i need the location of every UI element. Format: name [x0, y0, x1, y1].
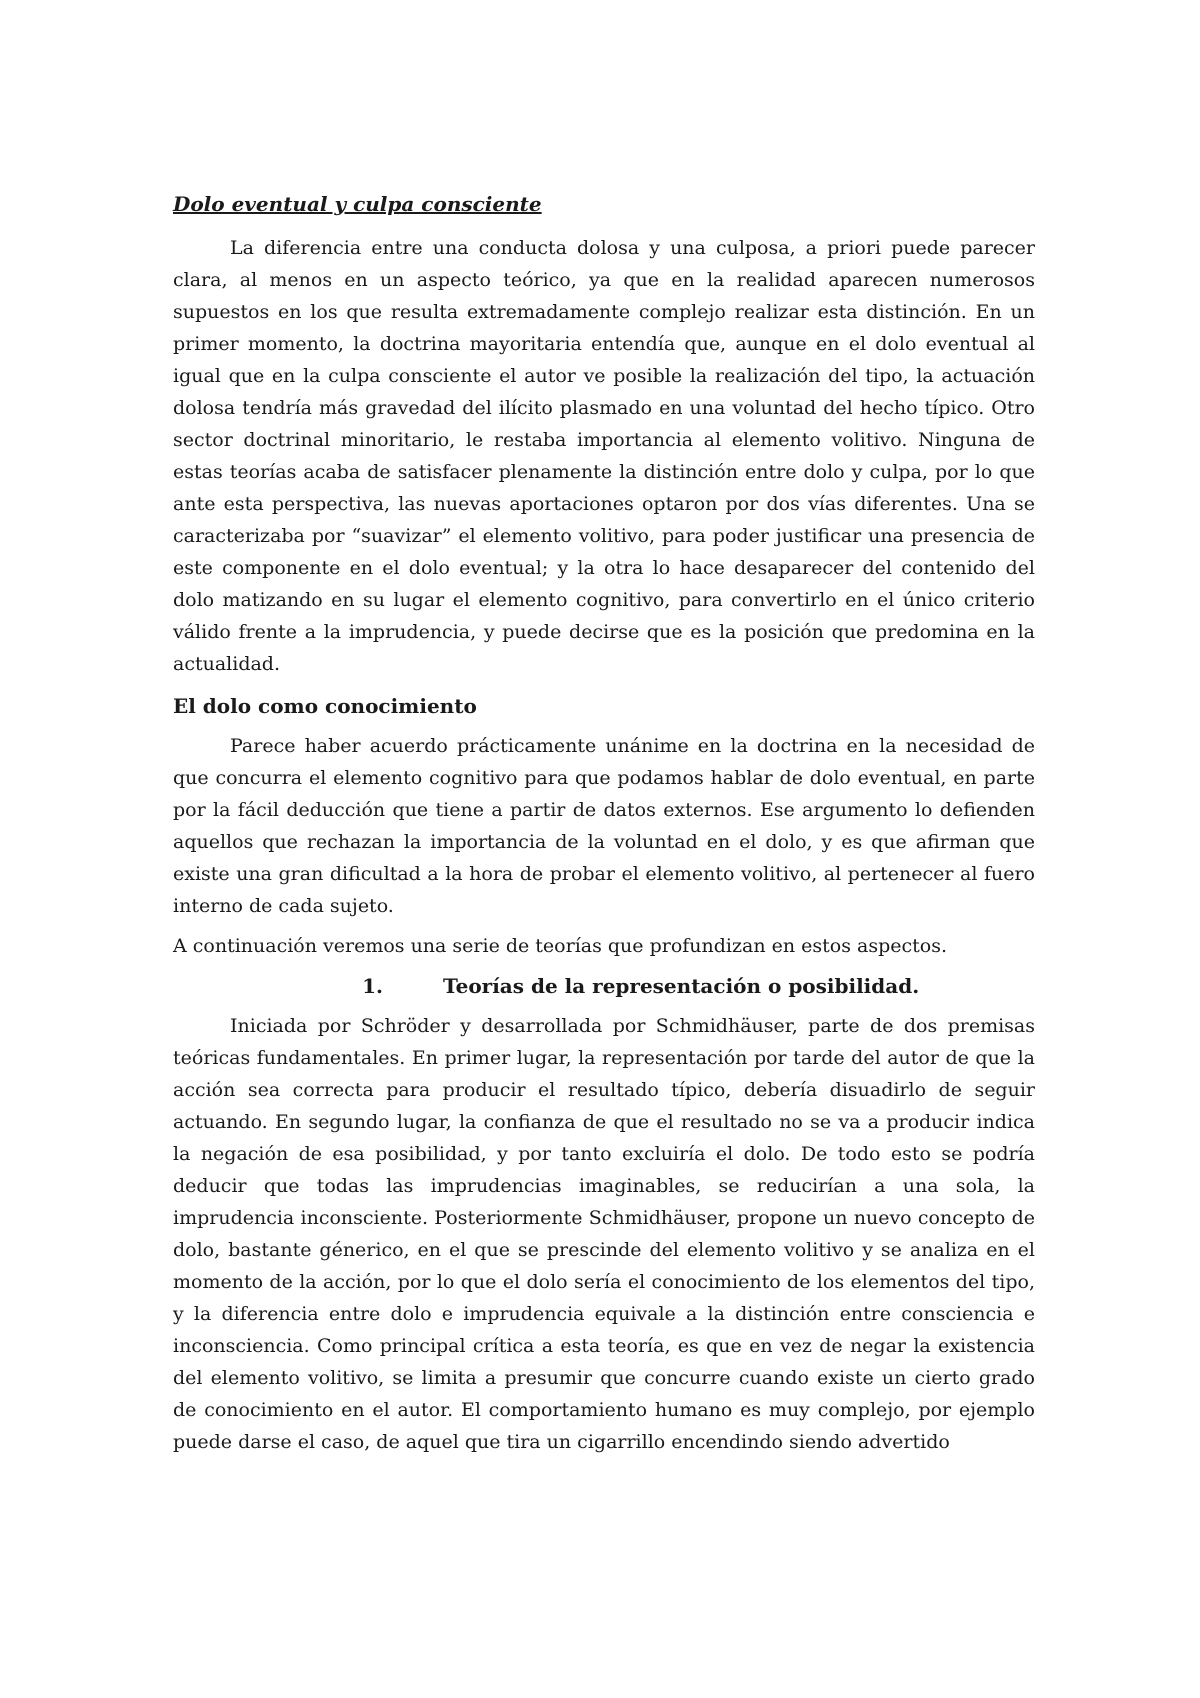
section-title: Teorías de la representación o posibilidad.	[443, 974, 920, 998]
paragraph: Iniciada por Schröder y desarrollada por Schmidhäuser, parte de dos premisas teóricas fundamentales. En primer lugar, la representación por tarde del autor de que la acción sea correcta para producir el resultado típico, debería disuadirlo de seguir actuando. En segundo lugar, la confianza de que el resultado no se va a producir indica la negación de esa posibilidad, y por tanto excluiría el dolo. De todo esto se podría deducir que todas las imprudencias imaginables, se reducirían a una sola, la imprudencia inconsciente. Posteriormente Schmidhäuser, propone un nuevo concepto de dolo, bastante génerico, en el que se prescinde del elemento volitivo y se analiza en el momento de la acción, por lo que el dolo sería el conocimiento de los elementos del tipo, y la diferencia entre dolo e imprudencia equivale a la distinción entre consciencia e inconsciencia. Como principal crítica a esta teoría, es que en vez de negar la existencia del elemento volitivo, se limita a presumir que concurre cuando existe un cierto grado de conocimiento en el autor. El comportamiento humano es muy complejo, por ejemplo puede darse el caso, de aquel que tira un cigarrillo encendindo siendo advertido	[173, 1015, 1035, 1453]
section-heading: El dolo como conocimiento	[173, 694, 477, 718]
section-number: 1.	[362, 974, 383, 998]
numbered-heading	[173, 972, 1035, 1000]
paragraph: A continuación veremos una serie de teorías que profundizan en estos aspectos.	[173, 935, 947, 957]
document-page	[173, 190, 1035, 1466]
document-title: Dolo eventual y culpa consciente	[173, 192, 542, 216]
paragraph: Parece haber acuerdo prácticamente unánime en la doctrina en la necesidad de que concurra el elemento cognitivo para que podamos hablar de dolo eventual, en parte por la fácil deducción que tiene a partir de datos externos. Ese argumento lo defienden aquellos que rechazan la importancia de la voluntad en el dolo, y es que afirman que existe una gran dificultad a la hora de probar el elemento volitivo, al pertenecer al fuero interno de cada sujeto.	[173, 735, 1035, 917]
paragraph: La diferencia entre una conducta dolosa y una culposa, a priori puede parecer clara, al menos en un aspecto teórico, ya que en la realidad aparecen numerosos supuestos en los que resulta extremadamente complejo realizar esta distinción. En un primer momento, la doctrina mayoritaria entendía que, aunque en el dolo eventual al igual que en la culpa consciente el autor ve posible la realización del tipo, la actuación dolosa tendría más gravedad del ilícito plasmado en una voluntad del hecho típico. Otro sector doctrinal minoritario, le restaba importancia al elemento volitivo. Ninguna de estas teorías acaba de satisfacer plenamente la distinción entre dolo y culpa, por lo que ante esta perspectiva, las nuevas aportaciones optaron por dos vías diferentes. Una se caracterizaba por “suavizar” el elemento volitivo, para poder justificar una presencia de este componente en el dolo eventual; y la otra lo hace desaparecer del contenido del dolo matizando en su lugar el elemento cognitivo, para convertirlo en el único criterio válido frente a la imprudencia, y puede decirse que es la posición que predomina en la actualidad.	[173, 237, 1035, 675]
